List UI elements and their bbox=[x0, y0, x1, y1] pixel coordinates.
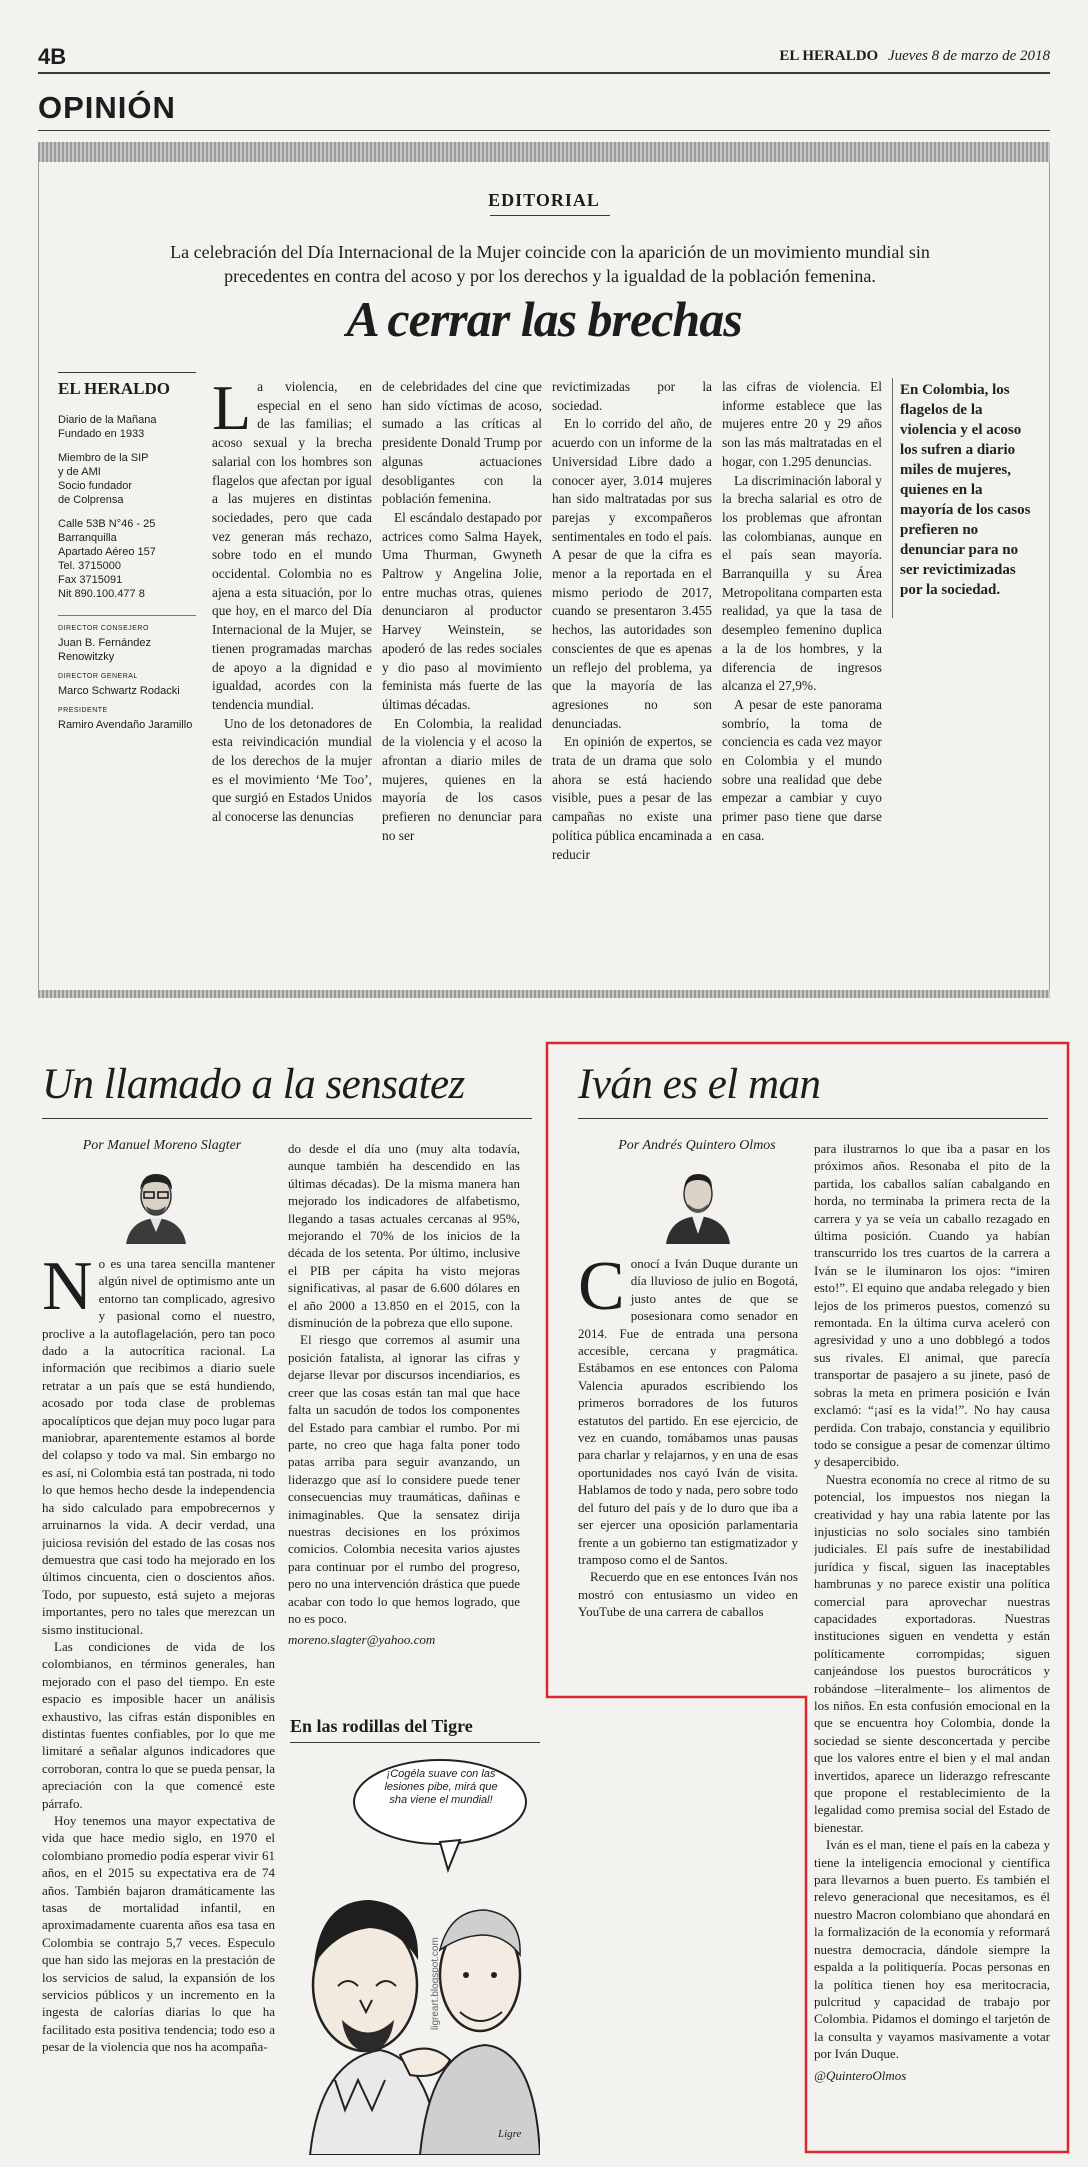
masthead-line: de Colprensa bbox=[58, 494, 124, 506]
masthead-line: Miembro de la SIP bbox=[58, 452, 149, 464]
column-paragraph: Hoy tenemos una mayor expectativa de vida que hace medio siglo, en 1970 el colombiano promedio podía esperar vivir 61 años, en el 2015 su expectativa era de 74 años. También bajaron dramáticamente las tasas de mortalidad infantil, en aproximadamente cuarenta años esa tasa en Colombia se contrajo 5,7 veces. Especulo que han sido las mejoras en la prestación de los servicios de salud, la expansión de los servicios públicos y un incremento en la ingesta de calorías diarias lo que ha facilitado esta positiva tendencia; todo eso a pesar de la violencia que nos ha acompaña- bbox=[42, 1813, 275, 2055]
column-paragraph: o es una tarea sencilla mantener algún nivel de optimismo ante un entorno tan complicado, agresivo y pasional como el nuestro, proclive a la autoflagelación, pero tan poco dado a la autocrítica racional. La información que recibimos a diario suele retratar a un país que se está hundiendo, acosado por toda clase de problemas apocalípticos que dejan muy poco lugar para maniobrar, aparentemente estamos al borde del colapso y todo va mal. Sin embargo no es así, ni Colombia está tan postrada, ni todo lo que hemos hecho desde la independencia ha sido calculado para empobrecernos y arruinarnos la vida. A decir verdad, una juiciosa revisión del estado de las cosas nos demuestra que casi todo ha mejorado en los últimos cincuenta, cien o doscientos años. Todo, por supuesto, está sujeto a mejoras importantes, pero no tales que merezcan un sismo institucional. bbox=[42, 1256, 275, 1637]
masthead-line: Fundado en 1933 bbox=[58, 428, 145, 440]
column-left-title: Un llamado a la sensatez bbox=[42, 1061, 465, 1108]
column-right-col-1 bbox=[578, 1255, 798, 1695]
author-portrait bbox=[662, 1162, 734, 1244]
editorial-paragraph: revictimizadas por la sociedad. bbox=[552, 379, 712, 413]
column-paragraph: Nuestra economía no crece al ritmo de su potencial, los impuestos nos niegan la creatividad y hay una rabia latente por las injusticias no solo sociales sino también judiciales. El país sufre de inestabilidad jurídica y fiscal, siguen las inaceptables hambrunas y no parece existir una política comercial para aprovechar nuestras capacidades exportadoras. Nuestras instituciones siguen en vendetta y están políticamente corrompidas; siguen canjeándose los puestos burocráticos y robándose –literalmente– los alimentos de los niños. En esta confusión emocional en la que se encuentra hoy Colombia, donde la sociedad se siente desconcertada y percibe que los valores entre el bien y el mal andan invertidos, aparece un liderazgo refrescante que propone el restablecimiento de la legalidad como premisa social del Estado de bienestar. bbox=[814, 1471, 1050, 1835]
masthead-name: EL HERALDO bbox=[58, 379, 170, 398]
editorial-title: A cerrar las brechas bbox=[346, 291, 742, 347]
cartoon-bubble-text: ¡Cogéla suave con las lesiones pibe, mirá que sha viene el mundial! bbox=[384, 1768, 498, 1806]
masthead-line: y de AMI bbox=[58, 466, 101, 478]
masthead-line: Barranquilla bbox=[58, 532, 117, 544]
column-paragraph: Iván es el man, tiene el país en la cabeza y tiene la inteligencia emocional y científica para llevarnos a buen puerto. Es también el relevo generacional que necesitamos, es él nuestro Macron colombiano que ahondará en la formalización de la economía y reformará nuestra democracia, dándole siempre la espalda a la politiquería. Pocas personas en la política tienen hoy esa meritocracia, pulcritud y capacidad de trabajo por Colombia. Pidamos el domingo el tarjetón de la consulta y vayamos masivamente a votar por Iván Duque. bbox=[814, 1837, 1050, 2062]
column-left-byline: Por Manuel Moreno Slagter bbox=[82, 1138, 242, 1153]
column-paragraph: El riesgo que corremos al asumir una posición fatalista, al ignorar las cifras y dejarse llevar por discursos incendiarios, es creer que las cosas están tan mal que hace falta un sacudón de todos los componentes del Estado para cambiar el rumbo. Por mi parte, no creo que haga falta poner todo patas arriba para seguir avanzando, un liderazgo que así lo considere puede tener consecuencias muy traumáticas, dañinas e inimaginables. Que la sensatez dirija nuestras decisiones en los próximos comicios. Colombia necesita varios ajustes para continuar por el rumbo del progreso, pero no una intervención drástica que puede acabar con todo lo que hemos logrado, que no es poco. bbox=[288, 1332, 520, 1626]
masthead-line: Diario de la Mañana bbox=[58, 414, 157, 426]
editorial-paragraph: las cifras de violencia. El informe establece que las mujeres entre 20 y 29 años son las más maltratadas en el hogar, con 1.295 denuncias. bbox=[722, 379, 882, 469]
editorial-paragraph: La discriminación laboral y la brecha salarial es otro de los problemas que afrontan las colombianas, aunque en el país sean mayoría. Barranquilla y su Área Metropolitana comparten esta realidad, ya que la tasa de desempleo femenino duplica a la de los hombres, y la diferencia de ingresos alcanza el 27,9%. bbox=[722, 472, 882, 694]
masthead-person: Marco Schwartz Rodacki bbox=[58, 685, 180, 697]
column-paragraph: Las condiciones de vida de los colombianos, en términos generales, han mejorado con el paso del tiempo. En este espacio es imposible hacer un análisis exhaustivo, las cifras están disponibles en distintas fuentes confiables, por lo que me limitaré a señalar algunos indicadores que corroboran, contra lo que se pueda pensar, la apreciación con la que comencé este párrafo. bbox=[42, 1638, 275, 1811]
column-paragraph: onocí a Iván Duque durante un día lluvioso de julio en Bogotá, justo antes de que se posesionara como senador en 2014. Fue de entrada una persona accesible, cercana y pragmática. Estábamos en ese entonces con Paloma Valencia apurados escribiendo los primeros borradores de los futuros estatutos del partido. En ese ejercicio, de vez en cuando, tomábamos unas pausas para charlar y relajarnos, y en una de esas oportunidades nos cayó Iván de visita. Hablamos de todo y nada, pero sobre todo del futuro del país y de lo duro que iba a ser ejercer una oposición parlamentaria frente a un gobierno tan estigmatizador y tramposo como el de Santos. bbox=[578, 1256, 798, 1567]
editorial-paragraph: a violencia, en especial en el seno de las familias; el acoso sexual y la brecha salarial con los hombres son flagelos que afectan por igual a las mujeres en distintas sociedades, pero que cada vez generan más rechazo, sobre todo en el mundo occidental. Colombia no es ajena a esta situación, por lo que hoy, en el marco del Día Internacional de la Mujer, se tienen programadas marchas de apoyo a la dignidad e igualdad, acordes con la tendencia mundial. bbox=[212, 379, 372, 712]
masthead-line: Fax 3715091 bbox=[58, 574, 123, 586]
issue-date: Jueves 8 de marzo de 2018 bbox=[887, 48, 1050, 64]
column-right-col-2 bbox=[814, 1140, 1050, 2145]
section-title: OPINIÓN bbox=[38, 90, 176, 125]
editorial-lead: La celebración del Día Internacional de la Mujer coincide con la aparición de un movimiento mundial sin precedentes en contra del acoso y por los derechos y la igualdad de la población femenina. bbox=[170, 242, 930, 286]
column-right-rule bbox=[578, 1118, 1048, 1119]
column-right-title: Iván es el man bbox=[578, 1061, 821, 1108]
editorial-kicker: EDITORIAL bbox=[488, 190, 600, 210]
author-handle: @QuinteroOlmos bbox=[814, 2067, 907, 2083]
masthead-line: Nit 890.100.477 8 bbox=[58, 588, 145, 600]
masthead-line: Apartado Aéreo 157 bbox=[58, 546, 156, 558]
masthead-line: Tel. 3715000 bbox=[58, 560, 121, 572]
editorial-paragraph: En Colombia, la realidad de la violencia y el acoso la afrontan a diario miles de mujeres, quienes en la mayoría de los casos prefieren no denunciar para no ser bbox=[382, 715, 542, 843]
editorial-pullquote: En Colombia, los flagelos de la violencia y el acoso los sufren a diario miles de mujeres, quienes en la mayoría de los casos prefieren no denunciar para no ser revictimizadas por la sociedad. bbox=[900, 382, 1031, 598]
column-right-byline: Por Andrés Quintero Olmos bbox=[618, 1138, 776, 1153]
editorial-paragraph: En lo corrido del año, de acuerdo con un informe de la Universidad Libre dado a conocer ayer, 3.014 mujeres han sido maltratadas por sus parejas y excompañeros sentimentales en todo el país. A pesar de que la cifra es menor a la reportada en el mismo periodo de 2017, cuando se presentaron 3.455 hechos, las autoridades son conscientes de que es apenas un reflejo del problema, ya que la mayoría de las agresiones no son denunciadas. bbox=[552, 416, 712, 731]
editorial-paragraph: Uno de los detonadores de esta reivindicación mundial de los derechos de la mujer es el movimiento ‘Me Too’, que surgió en Estados Unidos al conocerse las denuncias bbox=[212, 715, 372, 825]
page-number: 4B bbox=[38, 44, 67, 69]
cartoon-title: En las rodillas del Tigre bbox=[290, 1716, 473, 1736]
masthead-role: DIRECTOR CONSEJERO bbox=[58, 625, 149, 632]
column-paragraph: para ilustrarnos lo que iba a pasar en los próximos años. Resonaba el pito de la partida, los caballos salían cabalgando en horda, no terminaba la primera recta de la carrera y ya se veía un caballo rezagado en última posición. Cuando ya habían transcurrido los tres cuartos de la carrera a Iván se le iluminaron los ojos: “imiren esto!”. El equino que andaba relegado y bien lejos de los primeros puestos, comenzó su remontada. En la última curva aceleró con agresividad y uno a uno dobblegó a todos sus rivales. El animal, que parecía transportar de pasajero a su jinete, pasó de sobras la meta en primera posición e Iván exclamó: “¡así es la vida!”. No hay causa perdida. Con trabajo, constancia y equilibrio todo se consigue a pesar de comenzar último y desapercibido. bbox=[814, 1141, 1050, 1470]
masthead-line: Calle 53B N°46 - 25 bbox=[58, 518, 156, 530]
masthead-role: PRESIDENTE bbox=[58, 707, 108, 714]
drop-cap: N bbox=[42, 1255, 93, 1325]
cartoon-signature: Ligre bbox=[498, 2128, 522, 2140]
masthead-person: Juan B. Fernández Renowitzky bbox=[58, 637, 151, 663]
paper-name: EL HERALDO bbox=[779, 48, 879, 64]
cartoon-credit: ligreart.blogspot.com bbox=[430, 1937, 441, 2030]
masthead-role: DIRECTOR GENERAL bbox=[58, 673, 138, 680]
drop-cap: L bbox=[212, 378, 252, 443]
masthead-person: Ramiro Avendaño Jaramillo bbox=[58, 719, 193, 731]
editorial-paragraph: El escándalo destapado por actrices como Salma Hayek, Uma Thurman, Gwyneth Paltrow y Angelina Jolie, entre muchas otras, quienes denunciaron al productor Harvey Weinstein, se apoderó de las redes sociales y dio paso al movimiento feminista más fuerte de las últimas décadas. bbox=[382, 509, 542, 712]
masthead-line: Socio fundador bbox=[58, 480, 132, 492]
column-paragraph: do desde el día uno (muy alta todavía, aunque también ha descendido en las últimas décadas). De la misma manera han mejorado los indicadores de alfabetismo, llegando a tasas actuales cercanas al 95%, mejorando el 70% de los inicios de la década de los setenta. Por último, inclusive el PIB per cápita ha visto mejoras significativas, al pasar de 6.600 dólares en el año 2000 a 13.850 en el 2015, con la disminución de la pobreza que ello supone. bbox=[288, 1141, 520, 1331]
editorial-paragraph: A pesar de este panorama sombrío, la toma de conciencia es cada vez mayor en Colombia y el mundo sobre una realidad que debe empezar a cambiar y cuyo primer paso tiene que darse en casa. bbox=[722, 696, 882, 843]
editorial-paragraph: En opinión de expertos, se trata de un drama que solo ahora se está haciendo visible, pues a pesar de las campañas no existe una política pública encaminada a reducir bbox=[552, 734, 712, 862]
drop-cap: C bbox=[578, 1255, 625, 1325]
editorial-paragraph: de celebridades del cine que han sido víctimas de acoso, sumado a las críticas al presidente Donald Trump por algunas actuaciones desobligantes con la población femenina. bbox=[382, 379, 542, 507]
column-paragraph: Recuerdo que en ese entonces Iván nos mostró con entusiasmo un video en YouTube de una carrera de caballos bbox=[578, 1569, 798, 1620]
author-email: moreno.slagter@yahoo.com bbox=[288, 1632, 436, 1648]
